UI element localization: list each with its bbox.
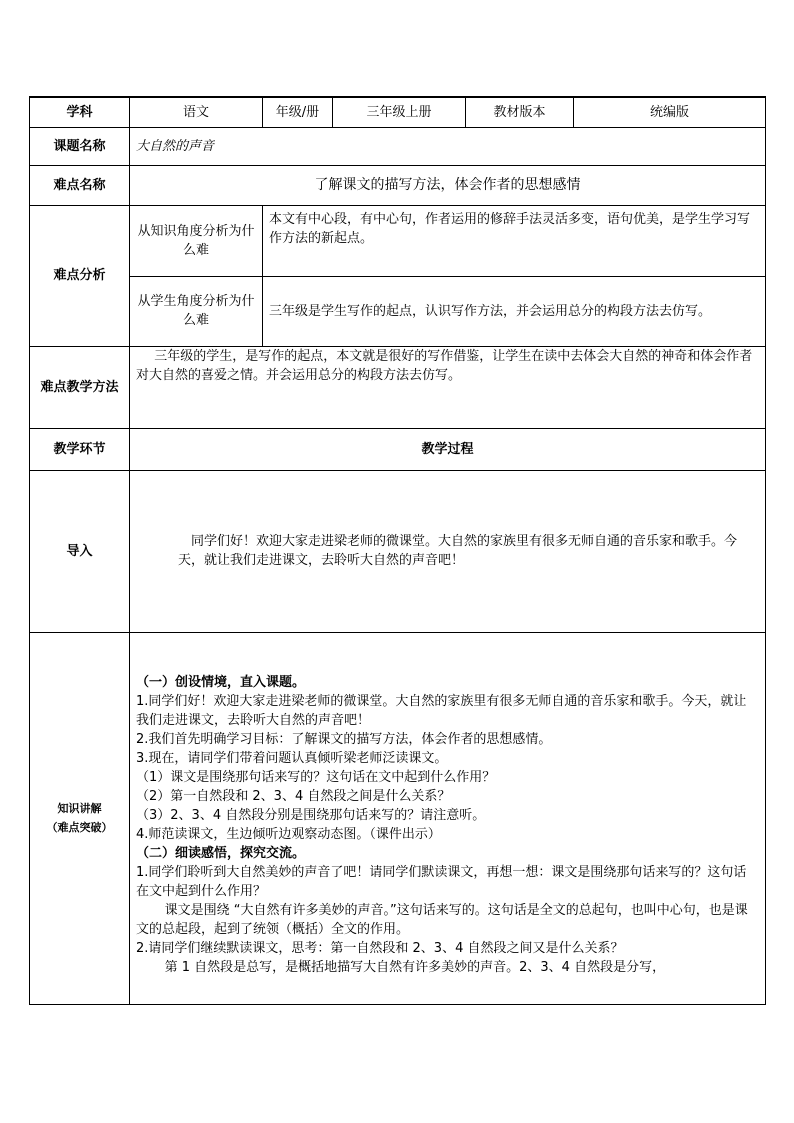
- answer-line: 第 1 自然段是总写，是概括地描写大自然有许多美妙的声音。2、3、4 自然段是分写，: [164, 959, 666, 975]
- intro-text: 同学们好！欢迎大家走进梁老师的微课堂。大自然的家族里有很多无师自通的音乐家和歌手。今天，就让我们走进课文，去聆听大自然的声音吧！: [178, 534, 738, 568]
- intro-cell: [130, 470, 766, 632]
- student-angle-text: 三年级是学生写作的起点，认识写作方法，并会运用总分的构段方法去仿写。: [263, 276, 766, 346]
- analysis-label: 难点分析: [30, 205, 130, 346]
- process-title: 教学过程: [130, 428, 766, 470]
- edition-value: 统编版: [574, 97, 766, 127]
- section-heading-2: （二）细读感悟，探究交流。: [136, 845, 306, 861]
- knowledge-angle-label: 从知识角度分析为什么难: [130, 205, 263, 276]
- content-line: （1）课文是围绕那句话来写的？这句话在文中起到什么作用？: [136, 769, 496, 785]
- topic-value: 大自然的声音: [130, 127, 766, 165]
- method-text: 三年级的学生，是写作的起点，本文就是很好的写作借鉴，让学生在读中去体会大自然的神奇和体会作者对大自然的喜爱之情。并会运用总分的构段方法去仿写。: [130, 346, 766, 428]
- content-line: （3）2、3、4 自然段分别是围绕那句话来写的？请注意听。: [136, 807, 486, 823]
- content-line: 1.同学们好！欢迎大家走进梁老师的微课堂。大自然的家族里有很多无师自通的音乐家和歌手。今天，就让我们走进课文，去聆听大自然的声音吧！: [136, 693, 747, 728]
- subject-value: 语文: [130, 97, 263, 127]
- content-line: 3.现在，请同学们带着问题认真倾听梁老师泛读课文。: [136, 750, 448, 766]
- section-heading-1: （一）创设情境，直入课题。: [136, 674, 306, 690]
- student-angle-label: 从学生角度分析为什么难: [130, 276, 263, 346]
- method-label: 难点教学方法: [30, 346, 130, 428]
- process-label: 教学环节: [30, 428, 130, 470]
- knowledge-content: [130, 632, 766, 1004]
- grade-value: 三年级上册: [333, 97, 466, 127]
- difficulty-value: 了解课文的描写方法，体会作者的思想感情: [130, 165, 766, 205]
- topic-label: 课题名称: [30, 127, 130, 165]
- lesson-plan-sheet: [29, 96, 765, 1008]
- answer-line: 课文是围绕 “大自然有许多美妙的声音。”这句话来写的。这句话是全文的总起句，也叫中心句，也是课文的总起段，起到了统领（概括）全文的作用。: [136, 902, 748, 937]
- difficulty-label: 难点名称: [30, 165, 130, 205]
- knowledge-label-main: 知识讲解: [57, 802, 102, 815]
- knowledge-label: [30, 632, 130, 1004]
- intro-label: 导入: [30, 470, 130, 632]
- content-line: 2.我们首先明确学习目标：了解课文的描写方法，体会作者的思想感情。: [136, 731, 552, 747]
- content-line: （2）第一自然段和 2、3、4 自然段之间是什么关系？: [136, 788, 451, 804]
- edition-label: 教材版本: [466, 97, 574, 127]
- content-line: 1.同学们聆听到大自然美妙的声音了吧！请同学们默读课文，再想一想：课文是围绕那句话来写的？这句话在文中起到什么作用？: [136, 864, 747, 899]
- lesson-plan-table: [29, 96, 766, 1005]
- knowledge-label-sub: （难点突破）: [46, 821, 113, 834]
- content-line: 2.请同学们继续默读课文，思考：第一自然段和 2、3、4 自然段之间又是什么关系？: [136, 940, 624, 956]
- grade-label: 年级/册: [263, 97, 333, 127]
- knowledge-angle-text: 本文有中心段，有中心句，作者运用的修辞手法灵活多变，语句优美，是学生学习写作方法的新起点。: [263, 205, 766, 276]
- content-line: 4.师范读课文，生边倾听边观察动态图。（课件出示）: [136, 826, 441, 842]
- subject-label: 学科: [30, 97, 130, 127]
